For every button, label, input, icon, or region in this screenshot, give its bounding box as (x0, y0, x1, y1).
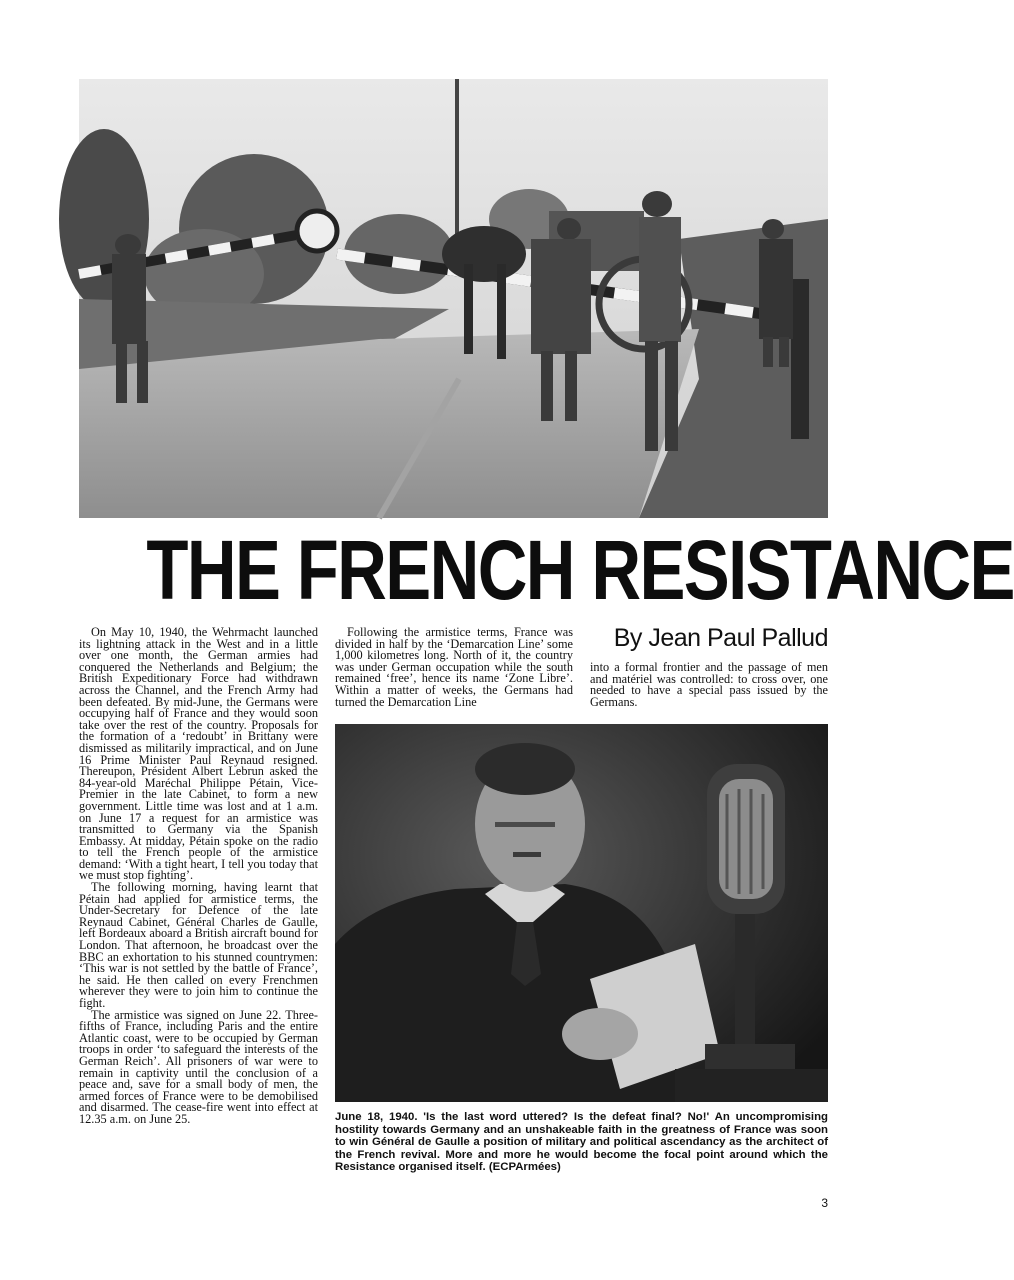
body-column-2 (335, 627, 573, 708)
top-photograph (79, 79, 828, 518)
article-headline: THE FRENCH RESISTANCE (146, 523, 1014, 617)
photo-caption: June 18, 1940. 'Is the last word uttered? Is the defeat final? No!' An uncompromising hostility towards Germany and an unshakeable faith in the greatness of France was soon to win Général de Gaulle a position of military and political ascendancy as the architect of the French revival. More and more he would become the focal point around which the Resistance organised itself. (ECPArmées) (335, 1111, 828, 1174)
body-paragraph: On May 10, 1940, the Wehrmacht launched its lightning attack in the West and in a little over one month, the German armies had conquered the Netherlands and Belgium; the British Expeditionary Force had withdrawn across the Channel, and the French Army had been defeated. By mid-June, the Germans were occupying half of France and they would soon take over the rest of the country. Proposals for the formation of a ‘redoubt’ in Brittany were dismissed as militarily impractical, and on June 16 Prime Minister Paul Reynaud resigned. Thereupon, Président Albert Lebrun asked the 84-year-old Maréchal Philippe Pétain, Vice-Premier in the late Cabinet, to form a new government. Little time was lost and at 1 a.m. on June 17 a request for an armistice was transmitted to Germany via the Spanish Embassy. At midday, Pétain spoke on the radio to tell the French people of the armistice demand: ‘With a tight heart, I tell you today that we must stop fighting’. (79, 625, 318, 883)
body-column-3 (590, 662, 828, 708)
body-column-1 (79, 627, 318, 1126)
body-paragraph: The following morning, having learnt that Pétain had applied for armistice terms, the Under-Secretary for Defence of the late Reynaud Cabinet, Général Charles de Gaulle, left Bordeaux aboard a British aircraft bound for London. That afternoon, he broadcast over the BBC an exhortation to his stunned countrymen: ‘This war is not settled by the battle of France’, he said. He then called on every Frenchmen wherever they were to join him to continue the fight. (79, 880, 318, 1010)
de-gaulle-photograph (335, 724, 828, 1102)
body-paragraph: The armistice was signed on June 22. Three-fifths of France, including Paris and the entire Atlantic coast, were to be occupied by German troops in order ‘to safeguard the interests of the German Reich’. All prisoners of war were to remain in captivity until the conclusion of a peace and, save for a small body of men, the armed forces of France were to be demobilised and disarmed. The cease-fire went into effect at 12.35 a.m. on June 25. (79, 1007, 318, 1126)
page-number: 3 (821, 1196, 828, 1210)
broadcast-portrait-image (335, 724, 828, 1102)
body-paragraph: Following the armistice terms, France was divided in half by the ‘Demarcation Line’ some 1,000 kilometres long. North of it, the country was under German occupation while the south remained ‘free’, hence its name ‘Zone Libre’. Within a matter of weeks, the Germans had turned the Demarcation Line (335, 625, 573, 709)
body-paragraph-continued: into a formal frontier and the passage of men and matériel was controlled: to cross over, one needed to have a special pass issued by the Germans. (590, 660, 828, 709)
checkpoint-scene-image (79, 79, 828, 518)
byline: By Jean Paul Pallud (613, 624, 828, 652)
